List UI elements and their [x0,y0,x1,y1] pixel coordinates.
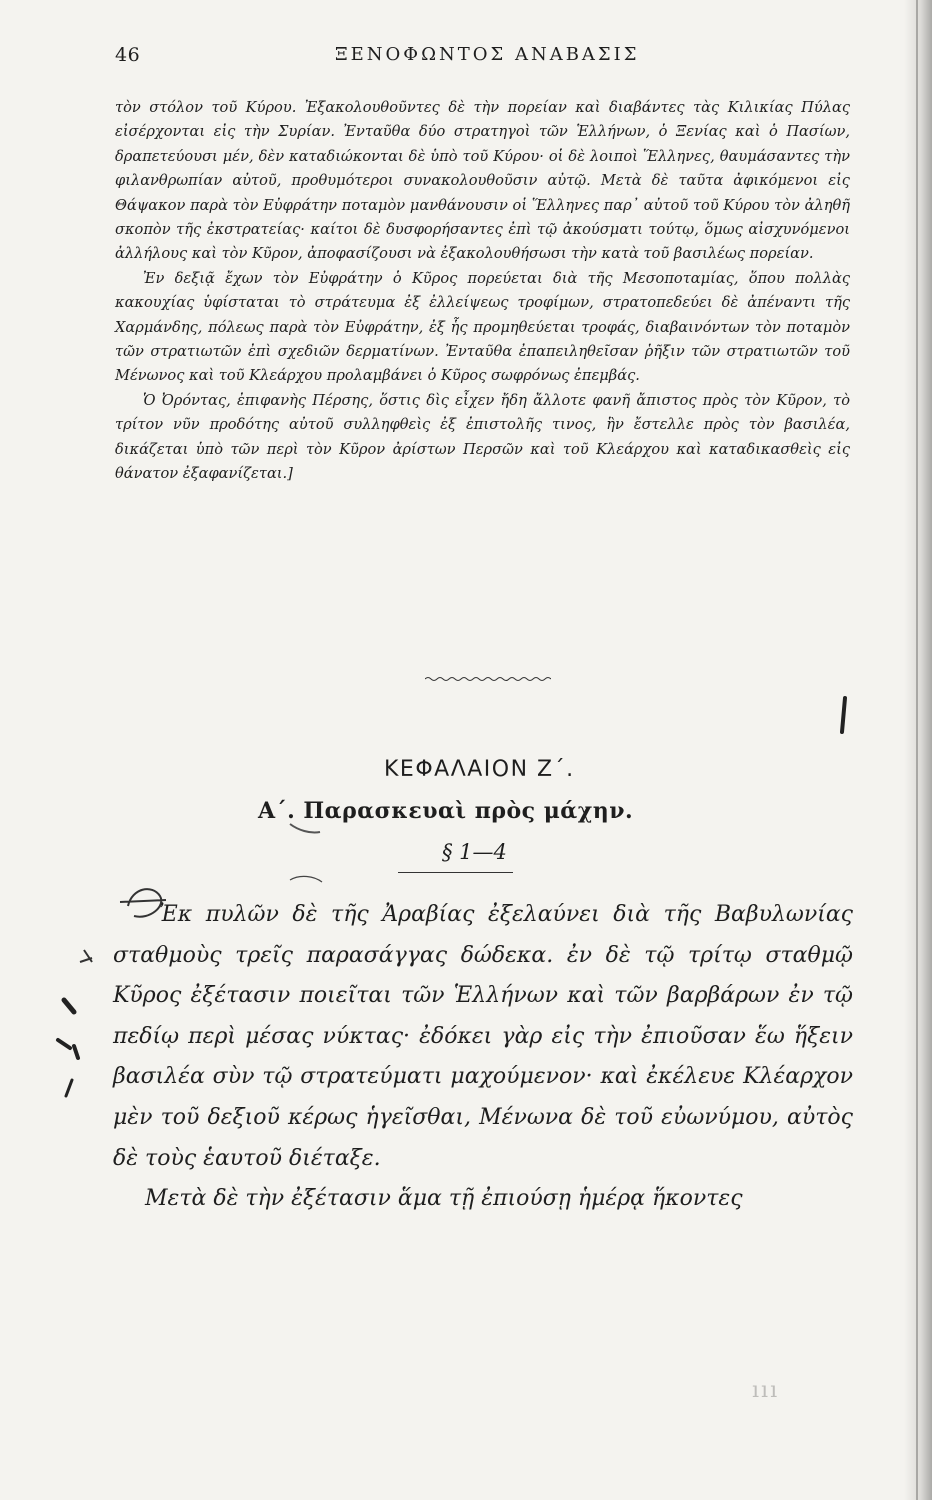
running-title: ΞΕΝΟΦΩΝΤΟΣ ΑΝΑΒΑΣΙΣ [335,44,640,65]
page-edge-shadow [904,0,932,1500]
pen-stroke-mark [842,698,845,732]
main-paragraph: Μετὰ δὲ τὴν ἐξέτασιν ἅμα τῇ ἐπιούσῃ ἡμέρᾳ ἥκοντες [145,1186,743,1212]
margin-tick-mark [80,950,92,962]
section-title: Α΄. Παρασκευαὶ πρὸς μάχην. [258,798,634,824]
summary-paragraph: Ὁ Ὀρόντας, ἐπιφανὴς Πέρσης, ὅστις δὶς εἶχεν ἤδη ἄλλοτε φανῆ ἄπιστος πρὸς τὸν Κῦρον, τὸ τρίτον νῦν προδότης αὐτοῦ συλληφθεὶς ἐξ ἐπιστολῆς τινος, ἣν ἔστελλε πρὸς τὸν βασιλέα, δικάζεται ὑπὸ τῶν περὶ τὸν Κῦρον ἀρίστων Περσῶν καὶ τοῦ Κλεάρχου καὶ καταδικασθεὶς εἰς θάνατον ἐξαφανίζεται.] [115,391,850,483]
chapter-title: ΚΕΦΑΛΑΙΟΝ Ζ΄. [384,757,575,782]
summary-paragraph: τὸν στόλον τοῦ Κύρου. Ἐξακολουθοῦντες δὲ τὴν πορείαν καὶ διαβάντες τὰς Κιλικίας Πύλας εἰσέρχονται εἰς τὴν Συρίαν. Ἐνταῦθα δύο στρατηγοὶ τῶν Ἑλλήνων, ὁ Ξενίας καὶ ὁ Πασίων, δραπετεύουσι μέν, δὲν καταδιώκονται δὲ ὑπὸ τοῦ Κύρου· οἱ δὲ λοιποὶ Ἕλληνες, θαυμάσαντες τὴν φιλανθρωπίαν αὐτοῦ, προθυμότεροι συνακολουθοῦσιν αὐτῷ. Μετὰ δὲ ταῦτα ἀφικόμενοι εἰς Θάψακον παρὰ τὸν Εὐφράτην ποταμὸν μανθάνουσιν οἱ Ἕλληνες παρ᾽ αὐτοῦ τοῦ Κύρου τὸν ἀληθῆ σκοπὸν τῆς ἐκστρατείας· καίτοι δὲ δυσφορήσαντες ἐπὶ τῷ ἀκούσματι τούτῳ, ὅμως αἰσχυνόμενοι ἀλλήλους καὶ τὸν Κῦρον, ἀποφασίζουσι νὰ ἐξακολουθήσωσι τὴν κατὰ τοῦ βασιλέως πορείαν. [115,99,850,263]
main-greek-text [113,895,853,1220]
stray-scribble-mark [290,824,320,833]
margin-ink-mark [66,1080,72,1096]
wavy-divider-ornament [425,676,551,682]
stray-scribble-mark [290,876,322,882]
main-paragraph: Ἐκ πυλῶν δὲ τῆς Ἀραβίας ἐξελαύνει διὰ τῆς Βαβυλωνίας σταθμοὺς τρεῖς παρασάγγας δώδεκα. ἐν δὲ τῷ τρίτῳ σταθμῷ Κῦρος ἐξέτασιν ποιεῖται τῶν Ἑλλήνων καὶ τῶν βαρβάρων ἐν τῷ πεδίῳ περὶ μέσας νύκτας· ἐδόκει γὰρ εἰς τὴν ἐπιοῦσαν ἕω ἥξειν βασιλέα σὺν τῷ στρατεύματι μαχούμενον· καὶ ἐκέλευε Κλέαρχον μὲν τοῦ δεξιοῦ κέρως ἡγεῖσθαι, Μένωνα δὲ τοῦ εὐωνύμου, αὐτὸς δὲ τοὺς ἑαυτοῦ διέταξε. [113,902,853,1171]
section-rule [398,872,513,873]
faint-bleed-through-mark: ııı [752,1378,780,1403]
page-edge-line [916,0,918,1500]
section-number: § 1—4 [442,840,507,864]
page-number: 46 [115,44,141,66]
margin-ink-mark [64,1000,74,1012]
margin-ink-mark [58,1040,78,1058]
summary-paragraph: Ἐν δεξιᾷ ἔχων τὸν Εὐφράτην ὁ Κῦρος πορεύεται διὰ τῆς Μεσοποταμίας, ὅπου πολλὰς κακουχίας ὑφίσταται τὸ στράτευμα ἐξ ἐλλείψεως τροφίμων, στρατοπεδεύει δὲ ἀπέναντι τῆς Χαρμάνδης, πόλεως παρὰ τὸν Εὐφράτην, ἐξ ἧς προμηθεύεται τροφάς, διαβαινόντων τὸν ποταμὸν τῶν στρατιωτῶν ἐπὶ σχεδιῶν δερματίνων. Ἐνταῦθα ἐπαπειληθεῖσαν ῥῆξιν τῶν στρατιωτῶν τοῦ Μένωνος καὶ τοῦ Κλεάρχου προλαμβάνει ὁ Κῦρος σωφρόνως ἐπεμβάς. [115,269,850,385]
chapter-summary [115,96,850,487]
